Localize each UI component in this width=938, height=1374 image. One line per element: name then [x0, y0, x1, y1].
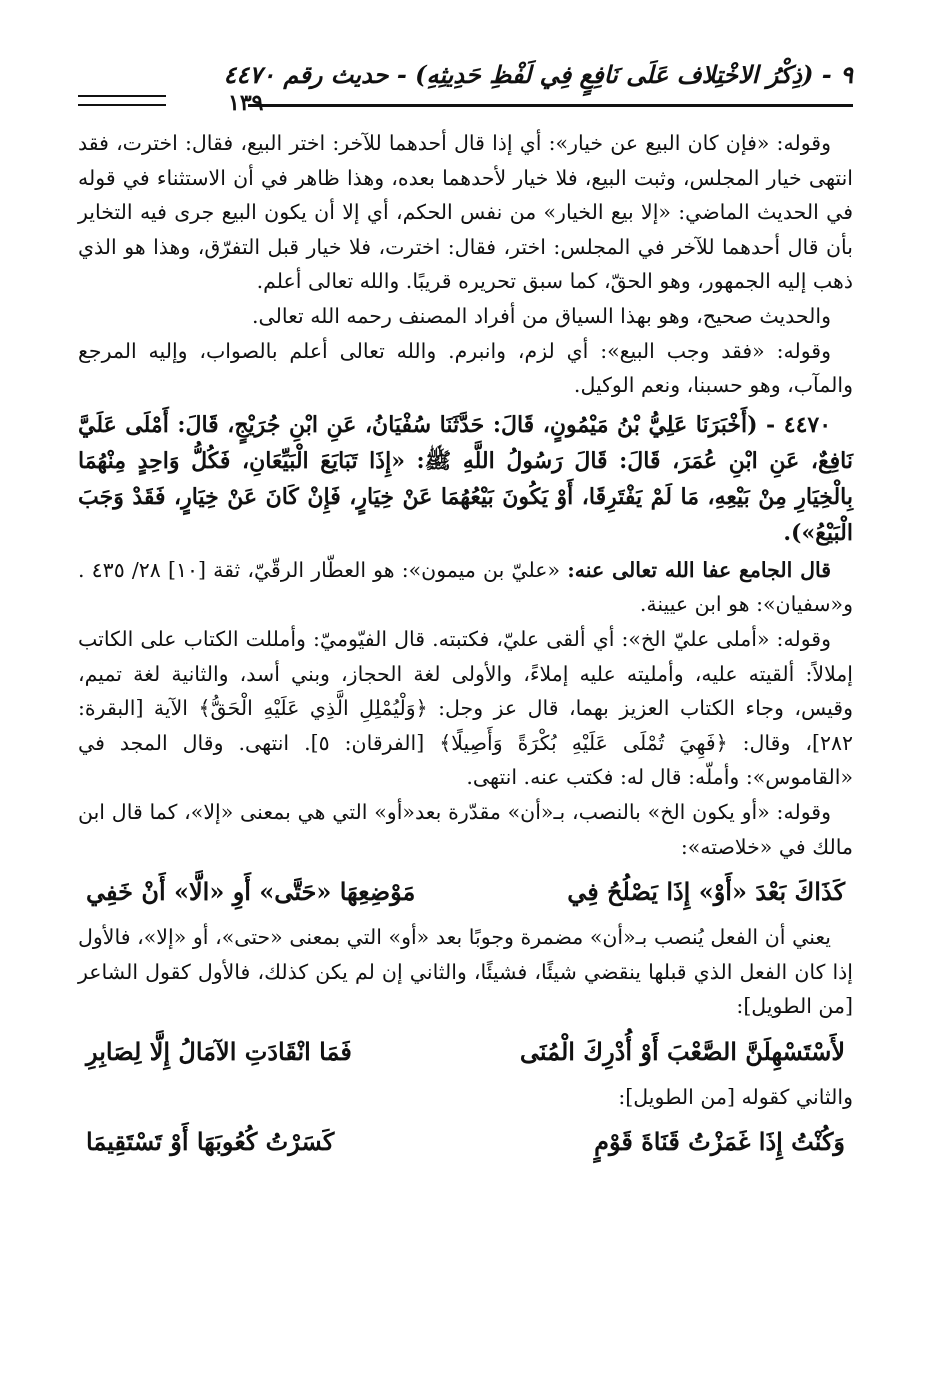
verse-2-second-hemistich: فَمَا انْقَادَتِ الآمَالُ إِلَّا لِصَابِرِ — [86, 1036, 352, 1066]
paragraph-khiyar-explanation: وقوله: «فإن كان البيع عن خيار»: أي إذا قال أحدهما للآخر: اختر البيع، فقال: اخترت، فقد انتهى خيار المجلس، وثبت البيع، فلا خيار لأحدهما بعده، وهذا ظاهر في أن الاستثناء في قوله في الحديث الماضي: «إلا بيع الخيار» من نفس الحكم، أي إلا أن يكون البيع جرى فيه التخاير بأن قال أحدهما للآخر في المجلس: اختر، فقال: اخترت، فلا خيار قبل التفرّق، وهذا هو الذي ذهب إليه الجمهور، وهو الحقّ، كما سبق تحريره قريبًا. والله تعالى أعلم. — [78, 131, 853, 294]
paragraph-wajaba-explanation: وقوله: «فقد وجب البيع»: أي لزم، وانبرم. والله تعالى أعلم بالصواب، وإليه المرجع والمآب، وهو حسبنا، ونعم الوكيل. — [78, 338, 853, 398]
paragraph-aw-explanation: وقوله: «أو يكون الخ» بالنصب، بـ«أن» مقدّرة بعد«أو» التي هي بمعنى «إلا»، كما قال ابن مالك في «خلاصته»: — [78, 799, 853, 859]
verse-1-first-hemistich: كَذَاكَ بَعْدَ «أَوْ» إِذَا يَصْلُحُ فِي — [567, 877, 845, 907]
paragraph-imla-explanation: وقوله: «أملى عليّ الخ»: أي ألقى عليّ، فكتبته. قال الفيّوميّ: وأمللت الكتاب على الكاتب إملالاً: ألقيته عليه، وأمليته عليه إملاءً، والأولى لغة الحجاز، وبني أسد، والثانية لغة تميم، وقيس، وجاء الكتاب العزيز بهما، قال عز وجل: ﴿وَلْيُمْلِلِ الَّذِي عَلَيْهِ الْحَقُّ﴾ الآية [البقرة: ٢٨٢]، وقال: ﴿فَهِيَ تُمْلَى عَلَيْهِ بُكْرَةً وَأَصِيلًا﴾ [الفرقان: ٥]. انتهى. وقال المجد في «القاموس»: وأملّه: قال له: فكتب عنه. انتهى. — [78, 626, 854, 790]
header-title: ٩ - (ذِكْرُ الاخْتِلاف عَلَى نَافِعٍ فِي لَفْظِ حَدِيثِهِ) - حديث رقم ٤٤٧٠ — [223, 60, 853, 89]
verse-2-first-hemistich: لأَسْتَسْهِلَنَّ الصَّعْبَ أَوْ أُدْرِكَ الْمُنَى — [519, 1036, 845, 1066]
header-rule-long — [248, 104, 853, 107]
verse-3-first-hemistich: وَكُنْتُ إِذَا غَمَزْتُ قَنَاةَ قَوْمٍ — [594, 1127, 845, 1157]
verse-poet-1 — [78, 1028, 853, 1076]
header-rule-short-top — [78, 95, 166, 97]
hadith-text-4470: ٤٤٧٠ - (أَخْبَرَنَا عَلِيُّ بْنُ مَيْمُونٍ، قَالَ: حَدَّثَنَا سُفْيَانُ، عَنِ ابْنِ جُرَيْجٍ، قَالَ: أَمْلَى عَلَيَّ نَافِعٌ، عَنِ ابْنِ عُمَرَ، قَالَ: قَالَ رَسُولُ اللَّهِ ﷺ: «إِذَا تَبَايَعَ الْبَيِّعَانِ، فَكُلُّ وَاحِدٍ مِنْهُمَا بِالْخِيَارِ مِنْ بَيْعِهِ، مَا لَمْ يَفْتَرِقَا، أَوْ يَكُونَ بَيْعُهُمَا عَنْ خِيَارٍ، فَإِنْ كَانَ عَنْ خِيَارٍ، فَقَدْ وَجَبَ الْبَيْعُ»). — [78, 411, 853, 546]
verse-3-second-hemistich: كَسَرْتُ كُعُوبَهَا أَوْ تَسْتَقِيمَا — [86, 1127, 335, 1157]
paragraph-second-example: والثاني كقوله [من الطويل]: — [618, 1084, 853, 1109]
verse-1-second-hemistich: مَوْضِعِهَا «حَتَّى» أَوِ «الَّا» أَنْ خَفِي — [86, 877, 416, 907]
page-body — [78, 126, 853, 1170]
verse-ibn-malik — [78, 868, 853, 916]
page-number: ١٣٩ — [228, 90, 264, 116]
paragraph-nasb-explanation: يعني أن الفعل يُنصب بـ«أن» مضمرة وجوبًا بعد «أو» التي بمعنى «حتى»، أو «إلا»، فالأول إذا كان الفعل الذي قبلها ينقضي شيئًا، فشيئًا، والثاني إن لم يكن كذلك، فالأول كقول الشاعر [من الطويل]: — [78, 925, 853, 1019]
verse-poet-2 — [78, 1118, 853, 1166]
narrators-text: «عليّ بن ميمون»: هو العطّار الرقّيّ، ثقة [١٠] ٢٨/ ٤٣٥ . و«سفيان»: هو ابن عيينة. — [78, 557, 853, 617]
header-rule-short-bottom — [78, 104, 166, 106]
paragraph-narrators — [78, 553, 853, 622]
running-header — [78, 60, 853, 116]
paragraph-hadith-grading: والحديث صحيح، وهو بهذا السياق من أفراد المصنف رحمه الله تعالى. — [251, 303, 831, 328]
compiler-note-label: قال الجامع عفا الله تعالى عنه: — [567, 557, 832, 582]
